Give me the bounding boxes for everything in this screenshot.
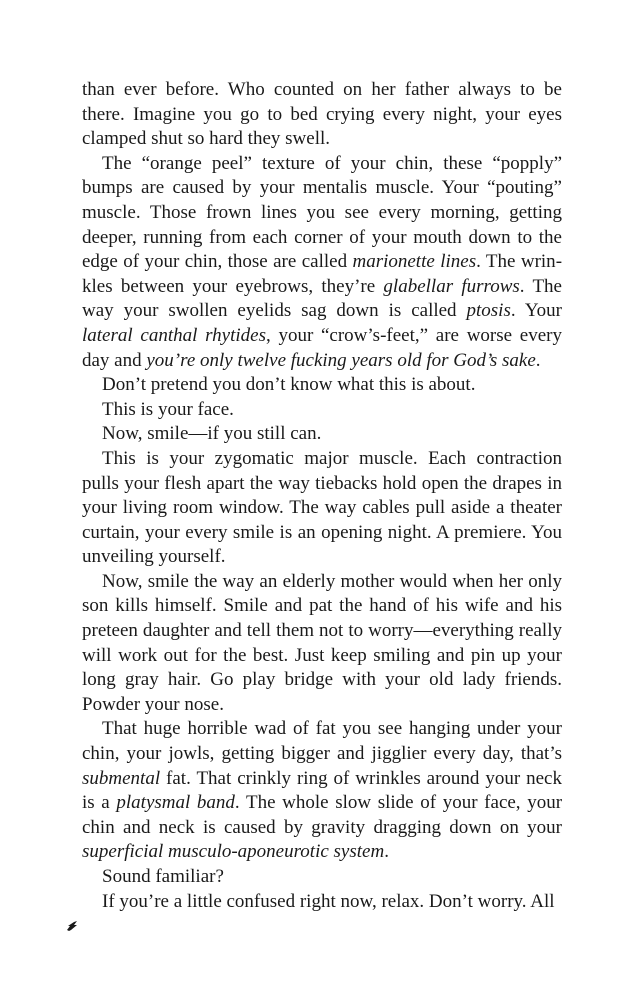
book-page-body [82,78,562,914]
text-run: If you’re a little confused right now, relax. Don’t worry. All [102,890,555,912]
text-run: . [384,841,389,863]
text-run: . The wrinkles between your eyebrows, they’re [82,251,563,297]
text-run: fat. That crinkly ring of wrinkles around your neck is a [82,767,562,814]
paragraph-p1 [82,78,562,152]
paragraph-p10 [82,890,562,915]
text-run: This is your face. [102,398,234,420]
italic-term: submental [82,767,161,789]
text-run: This is your zygomatic major muscle. Each contraction pulls your flesh apart the way tiebacks hold open the drapes in your living room window. The way cables pull aside a theater curtain, your every smile is an opening night. A premiere. You unveiling yourself. [82,447,562,568]
text-run: Sound familiar? [102,866,224,887]
text-run: , your “crow’s-feet,” are worse every day and [82,324,562,371]
text-run: Now, smile the way an elderly mother would when her only son kills himself. Smile and pat the hand of his wife and his preteen daughter and tell them not to worry—everything really will work out for the best. Just keep smiling and pin up your long gray hair. Go play bridge with your old lady friends. Powder your nose. [82,570,562,715]
italic-term: you’re only twelve fucking years old for God’s sake [146,349,536,371]
text-run: than ever before. Who counted on her father always to be there. Imagine you go to bed crying every night, your eyes clamped shut so hard they swell. [82,79,562,150]
italic-term: lateral canthal rhytides [82,324,266,346]
paragraph-p4 [82,398,562,423]
ornament-mark-icon [66,920,80,932]
paragraph-p7 [82,570,562,718]
paragraph-p8 [82,717,562,865]
text-run: . The way your swollen eyelids sag down is called [82,275,562,322]
italic-term: glabellar furrows [383,275,520,297]
italic-term: marionette lines [352,251,477,273]
text-run: Don’t pretend you don’t know what this is about. [102,374,476,396]
italic-term: superficial musculo-aponeurotic system [82,841,385,863]
paragraph-p2 [82,152,562,373]
paragraph-p9 [82,865,562,890]
italic-term: platysmal band [116,792,235,814]
paragraph-p6 [82,447,562,570]
paragraph-p3 [82,373,562,398]
text-run: That huge horrible wad of fat you see hanging under your chin, your jowls, getting bigger and jigglier every day, that’s [82,718,562,765]
text-run: . Your [510,300,562,322]
text-run: The “orange peel” texture of your chin, these “popply” bumps are caused by your mentalis muscle. Your “pouting” muscle. Those frown lines you see every morning, getting deeper, running from each corner of your mouth down to the edge of your chin, those are called [82,152,562,273]
paragraph-p5 [82,422,562,447]
text-run: Now, smile—if you still can. [102,423,322,445]
italic-term: ptosis [466,300,511,322]
text-run: . [535,349,541,371]
text-run: . The whole slow slide of your face, your chin and neck is caused by gravity dragging down on your [82,792,563,838]
